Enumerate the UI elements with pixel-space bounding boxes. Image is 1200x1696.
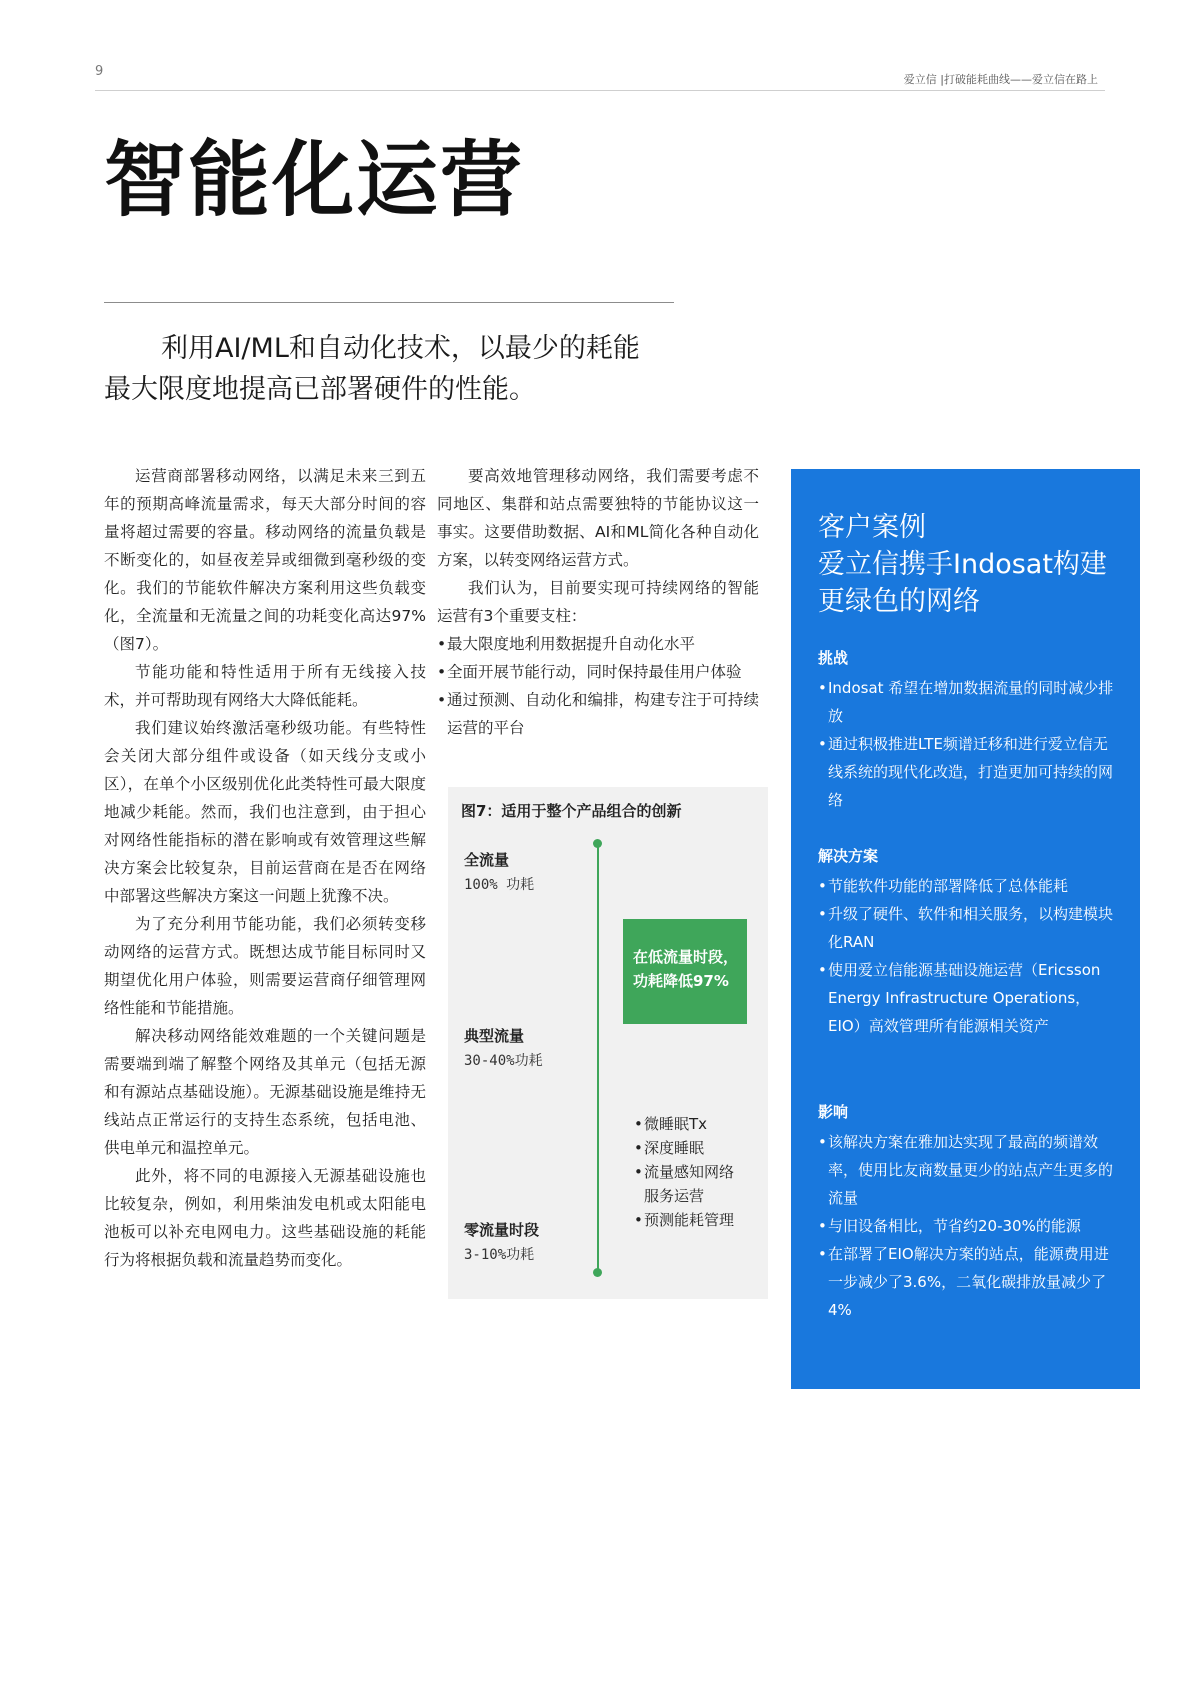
- challenge-item: • Indosat 希望在增加数据流量的同时减少排放: [818, 674, 1118, 730]
- technology-item: • 微睡眠Tx: [634, 1112, 734, 1136]
- level-full-value: 100% 功耗: [464, 877, 535, 893]
- case-study-box: [791, 469, 1140, 1389]
- impact-section: [818, 1101, 1118, 1324]
- lead-line-1: 利用AI/ML和自动化技术，以最少的耗能: [161, 333, 640, 364]
- level-zero-value: 3-10%功耗: [464, 1247, 535, 1263]
- figure-7: [448, 787, 768, 1299]
- challenge-item: • 通过积极推进LTE频谱迁移和进行爱立信无线系统的现代化改造，打造更加可持续的网络: [818, 730, 1118, 814]
- running-header: 爱立信 |打破能耗曲线——爱立信在路上: [903, 73, 1098, 86]
- highlight-line-1: 在低流量时段，: [633, 948, 739, 966]
- case-heading-line-1: 客户案例: [818, 512, 926, 543]
- page-number: 9: [95, 64, 104, 79]
- pillar-bullet: • 最大限度地利用数据提升自动化水平: [437, 630, 759, 658]
- technology-list: [634, 1112, 734, 1232]
- savings-highlight-box: [623, 919, 747, 1024]
- axis-bottom-dot: [593, 1268, 602, 1277]
- technology-item: • 流量感知网络: [634, 1160, 734, 1184]
- lead-line-2: 最大限度地提高已部署硬件的性能。: [104, 374, 536, 405]
- body-paragraph: 为了充分利用节能功能，我们必须转变移动网络的运营方式。既想达成节能目标同时又期望优化用户体验，则需要运营商仔细管理网络性能和节能措施。: [104, 915, 426, 1017]
- axis-top-dot: [593, 839, 602, 848]
- body-column-2: [437, 462, 759, 742]
- impact-item: • 在部署了EIO解决方案的站点，能源费用进一步减少了3.6%，二氧化碳排放量减少了4%: [818, 1240, 1118, 1324]
- title-divider: [104, 302, 674, 303]
- technology-item: 服务运营: [644, 1187, 705, 1205]
- level-full-label: 全流量: [464, 851, 510, 869]
- case-heading-line-2: 爱立信携手Indosat构建: [818, 549, 1107, 580]
- lead-paragraph: [104, 328, 704, 410]
- body-paragraph: 我们建议始终激活毫秒级功能。有些特性会关闭大部分组件或设备（如天线分支或小区），在单个小区级别优化此类特性可最大限度地减少耗能。然而，我们也注意到，由于担心对网络性能指标的潜在影响或有效管理这些解决方案会比较复杂，目前运营商在是否在网络中部署这些解决方案这一问题上犹豫不决。: [104, 719, 426, 905]
- case-heading-line-3: 更绿色的网络: [818, 586, 980, 617]
- body-paragraph: 要高效地管理移动网络，我们需要考虑不同地区、集群和站点需要独特的节能协议这一事实。这要借助数据、AI和ML简化各种自动化方案，以转变网络运营方式。: [437, 467, 759, 569]
- pillar-bullet: • 全面开展节能行动，同时保持最佳用户体验: [437, 658, 759, 686]
- figure-title: 图7：适用于整个产品组合的创新: [461, 802, 682, 820]
- technology-item: • 深度睡眠: [634, 1136, 734, 1160]
- body-paragraph: 此外，将不同的电源接入无源基础设施也比较复杂，例如，利用柴油发电机或太阳能电池板可以补充电网电力。这些基础设施的耗能行为将根据负载和流量趋势而变化。: [104, 1167, 426, 1269]
- body-paragraph: 我们认为，目前要实现可持续网络的智能运营有3个重要支柱：: [437, 579, 759, 625]
- solution-item: • 升级了硬件、软件和相关服务，以构建模块化RAN: [818, 900, 1118, 956]
- impact-item: • 与旧设备相比，节省约20-30%的能源: [818, 1212, 1118, 1240]
- header-divider: [95, 90, 1105, 91]
- impact-title: 影响: [818, 1103, 849, 1121]
- solution-item: • 节能软件功能的部署降低了总体能耗: [818, 872, 1118, 900]
- highlight-line-2: 功耗降低97%: [633, 972, 729, 990]
- impact-item: • 该解决方案在雅加达实现了最高的频谱效率，使用比友商数量更少的站点产生更多的流量: [818, 1128, 1118, 1212]
- body-column-1: [104, 462, 426, 1274]
- solution-title: 解决方案: [818, 847, 879, 865]
- body-paragraph: 节能功能和特性适用于所有无线接入技术，并可帮助现有网络大大降低能耗。: [104, 663, 426, 709]
- solution-section: [818, 845, 1118, 1040]
- challenge-title: 挑战: [818, 649, 849, 667]
- solution-item: • 使用爱立信能源基础设施运营（Ericsson Energy Infrastructure Operations，EIO）高效管理所有能源相关资产: [818, 956, 1118, 1040]
- pillar-bullet: • 通过预测、自动化和编排，构建专注于可持续运营的平台: [437, 686, 759, 742]
- page-title: 智能化运营: [104, 133, 525, 228]
- level-zero-label: 零流量时段: [464, 1221, 540, 1239]
- case-study-heading: [818, 509, 1118, 620]
- level-typical-value: 30-40%功耗: [464, 1053, 543, 1069]
- body-paragraph: 解决移动网络能效难题的一个关键问题是需要端到端了解整个网络及其单元（包括无源和有源站点基础设施）。无源基础设施是维持无线站点正常运行的支持生态系统，包括电池、供电单元和温控单元。: [104, 1027, 426, 1157]
- technology-item: • 预测能耗管理: [634, 1208, 734, 1232]
- body-paragraph: 运营商部署移动网络，以满足未来三到五年的预期高峰流量需求，每天大部分时间的容量将超过需要的容量。移动网络的流量负载是不断变化的，如昼夜差异或细微到毫秒级的变化。我们的节能软件解决方案利用这些负载变化，全流量和无流量之间的功耗变化高达97%（图7）。: [104, 467, 426, 653]
- challenge-section: [818, 647, 1118, 814]
- level-typical-label: 典型流量: [464, 1027, 525, 1045]
- traffic-axis-line: [597, 843, 599, 1273]
